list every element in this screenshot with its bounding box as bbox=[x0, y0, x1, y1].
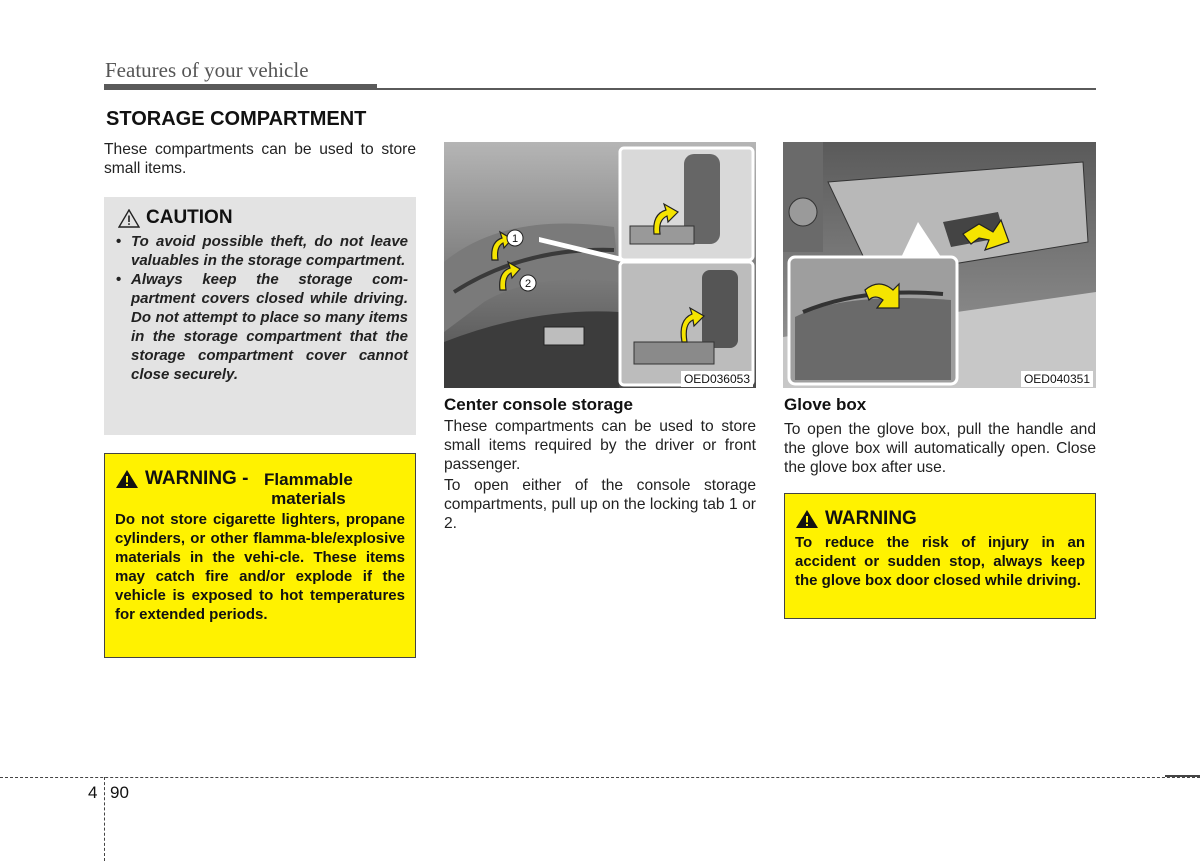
glove-box-figure bbox=[783, 142, 1096, 388]
caution-item: • To avoid possible theft, do not leave valuables in the storage compartment. bbox=[114, 232, 408, 270]
warning-flammable-box bbox=[104, 453, 416, 658]
figure-code: OED040351 bbox=[1021, 371, 1093, 387]
header-rule-thin bbox=[377, 88, 1096, 90]
callout-2: 2 bbox=[524, 278, 532, 290]
caution-list bbox=[114, 232, 408, 384]
running-header: Features of your vehicle bbox=[105, 58, 309, 82]
header-rule-thick bbox=[104, 84, 377, 90]
intro-paragraph: These compartments can be used to store small items. bbox=[104, 141, 416, 177]
center-console-paragraph: To open either of the console storage compartments, pull up on the locking tab 1 or 2. bbox=[444, 477, 756, 532]
caution-box bbox=[104, 197, 416, 435]
warning-triangle-icon bbox=[795, 509, 819, 529]
callout-1: 1 bbox=[511, 233, 519, 245]
center-console-figure bbox=[444, 142, 756, 388]
center-console-paragraph: These compartments can be used to store small items required by the driver or front passenger. bbox=[444, 418, 756, 473]
footer-rule bbox=[0, 777, 1200, 778]
caution-item: • Always keep the storage com-partment covers closed while driving. Do not attempt to place so many items in the storage compartment that the storage compartment cover cannot close securely. bbox=[114, 270, 408, 384]
warning-glove-text: To reduce the risk of injury in an accident or sudden stop, always keep the glove box door closed while driving. bbox=[795, 534, 1085, 589]
glove-box-illustration bbox=[783, 142, 1096, 388]
caution-title: CAUTION bbox=[146, 207, 233, 228]
footer-divider bbox=[104, 777, 105, 861]
figure-code: OED036053 bbox=[681, 371, 753, 387]
caution-heading bbox=[118, 207, 408, 229]
footer-rule-end bbox=[1165, 775, 1200, 777]
warning-glove-word: WARNING bbox=[825, 508, 917, 529]
caution-triangle-icon bbox=[118, 209, 140, 228]
warning-flammable-word: WARNING - bbox=[145, 468, 249, 489]
warning-glove-box bbox=[784, 493, 1096, 619]
warning-triangle-icon bbox=[115, 469, 139, 489]
glove-box-paragraph: To open the glove box, pull the handle and the glove box will automatically open. Close the glove box after use. bbox=[784, 421, 1096, 476]
section-title: STORAGE COMPARTMENT bbox=[106, 108, 367, 130]
warning-flammable-subtitle: Flammable materials bbox=[264, 470, 353, 508]
page-number: 90 bbox=[110, 783, 129, 802]
center-console-heading: Center console storage bbox=[444, 395, 633, 414]
center-console-illustration bbox=[444, 142, 756, 388]
chapter-number: 4 bbox=[88, 783, 98, 802]
warning-glove-heading bbox=[795, 508, 1085, 530]
glove-box-heading: Glove box bbox=[784, 395, 867, 414]
warning-flammable-text: Do not store cigarette lighters, propane cylinders, or other flamma-ble/explosive materials in the vehi-cle. These items may catch fire and/or explode if the vehicle is exposed to hot temperatures for extended periods. bbox=[115, 511, 405, 623]
warning-flammable-heading bbox=[115, 468, 405, 508]
